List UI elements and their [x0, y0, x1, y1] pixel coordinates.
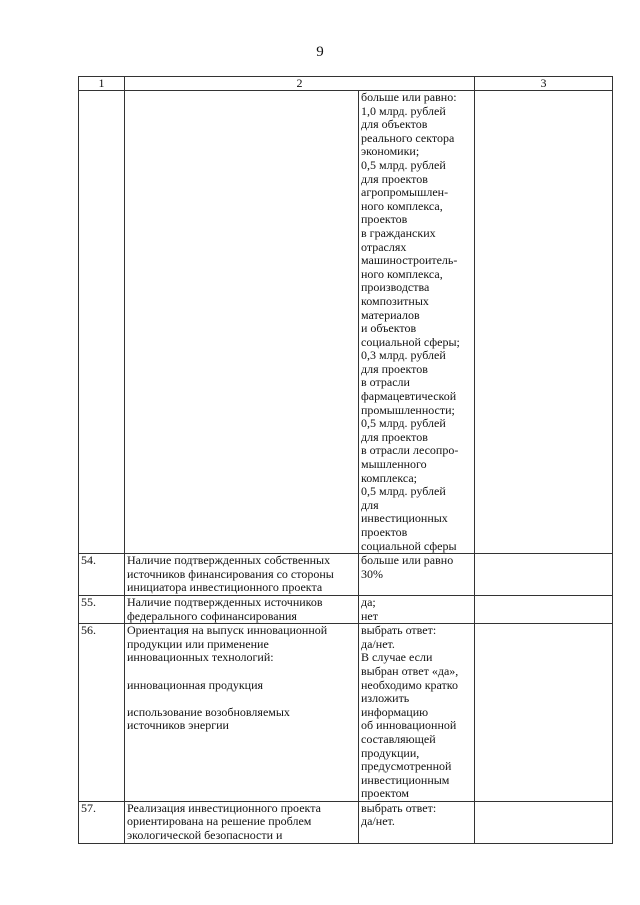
cell-description: [125, 624, 359, 802]
text-line: 0,5 млрд. рублей: [361, 484, 446, 499]
cell-number: 56.: [79, 624, 125, 802]
table-row-55: [79, 595, 613, 623]
text-line: инновационная продукция: [127, 677, 264, 692]
text-line: для проектов: [361, 171, 428, 186]
text-line: В случае если: [361, 650, 433, 665]
text-line: проектом: [361, 786, 410, 801]
text-line: нет: [361, 608, 378, 623]
criteria-table: [78, 76, 613, 844]
text-line: Ориентация на выпуск инновационной: [127, 623, 328, 638]
table-row-57: [79, 801, 613, 843]
text-line: выбран ответ «да»,: [361, 663, 459, 678]
column-header-2: 2: [125, 77, 475, 91]
text-line: для проектов: [361, 361, 428, 376]
text-line: социальной сферы: [361, 538, 457, 553]
text-line: да/нет.: [361, 814, 395, 829]
text-line: продукции или применение: [127, 636, 269, 651]
text-line: ного комплекса,: [361, 198, 443, 213]
column-header-3: 3: [475, 77, 613, 91]
text-line: экономики;: [361, 144, 420, 159]
cell-number: 55.: [79, 595, 125, 623]
text-line: инвестиционным: [361, 772, 450, 787]
text-line: составляющей: [361, 731, 436, 746]
text-line: промышленности;: [361, 402, 455, 417]
table-row-54: [79, 554, 613, 596]
text-line: проектов: [361, 212, 408, 227]
page-number: 9: [316, 44, 324, 60]
cell-value: [359, 624, 475, 802]
text-line: ного комплекса,: [361, 266, 443, 281]
text-line: 0,5 млрд. рублей: [361, 157, 446, 172]
text-line: материалов: [361, 307, 420, 322]
text-line: больше или равно:: [361, 90, 457, 104]
text-line: проектов: [361, 525, 408, 539]
text-line: ориентирована на решение проблем: [127, 814, 312, 829]
cell-number: [79, 91, 125, 554]
column-header-1: 1: [79, 77, 125, 91]
cell-description: [125, 801, 359, 843]
cell-column-3: [475, 595, 613, 623]
text-line: изложить: [361, 691, 410, 706]
text-line: отраслях: [361, 239, 407, 254]
text-line: Наличие подтвержденных собственных: [127, 553, 331, 568]
text-line: продукции,: [361, 745, 420, 760]
table-row-continuation: [79, 91, 613, 554]
text-line: социальной сферы;: [361, 334, 460, 349]
text-line: для проектов: [361, 429, 428, 444]
cell-value: [359, 554, 475, 596]
text-line: комплекса;: [361, 470, 417, 485]
text-line: предусмотренной: [361, 759, 452, 774]
cell-column-3: [475, 91, 613, 554]
text-line: Реализация инвестиционного проекта: [127, 800, 321, 815]
text-line: 1,0 млрд. рублей: [361, 103, 446, 118]
text-line: 0,5 млрд. рублей: [361, 416, 446, 431]
text-line: 30%: [361, 566, 383, 581]
text-line: выбрать ответ:: [361, 623, 437, 638]
text-line: агропромышлен-: [361, 185, 449, 200]
text-line: для объектов: [361, 117, 428, 132]
text-line: использование возобновляемых: [127, 704, 290, 719]
text-line: фармацевтической: [361, 389, 457, 404]
text-line: федерального софинансирования: [127, 608, 297, 623]
header-row: [79, 77, 613, 91]
text-line: [127, 665, 356, 679]
cell-number: 54.: [79, 554, 125, 596]
text-line: и объектов: [361, 321, 417, 336]
cell-column-3: [475, 554, 613, 596]
cell-description: [125, 554, 359, 596]
text-line: для: [361, 497, 379, 512]
text-line: информацию: [361, 704, 429, 719]
text-line: да;: [361, 594, 376, 609]
text-line: больше или равно: [361, 553, 454, 568]
cell-value: [359, 595, 475, 623]
text-line: инвестиционных: [361, 511, 448, 526]
cell-description: [125, 595, 359, 623]
table-row-56: [79, 624, 613, 802]
text-line: источников энергии: [127, 718, 229, 733]
text-line: производства: [361, 280, 430, 295]
text-line: мышленного: [361, 457, 427, 472]
text-line: в гражданских: [361, 225, 436, 240]
text-line: машиностроитель-: [361, 253, 458, 268]
text-line: в отрасли: [361, 375, 410, 390]
cell-description: [125, 91, 359, 554]
cell-column-3: [475, 801, 613, 843]
cell-value: [359, 801, 475, 843]
text-line: инновационных технологий:: [127, 650, 274, 665]
cell-value: [359, 91, 475, 554]
text-line: источников финансирования со стороны: [127, 566, 334, 581]
text-line: необходимо кратко: [361, 677, 459, 692]
text-line: инициатора инвестиционного проекта: [127, 580, 323, 595]
text-line: Наличие подтвержденных источников: [127, 594, 323, 609]
cell-number: 57.: [79, 801, 125, 843]
text-line: об инновационной: [361, 718, 457, 733]
text-line: экологической безопасности и: [127, 828, 283, 843]
text-line: да/нет.: [361, 636, 395, 651]
text-line: в отрасли лесопро-: [361, 443, 459, 458]
text-line: композитных: [361, 293, 429, 308]
text-line: [127, 692, 356, 706]
text-line: 0,3 млрд. рублей: [361, 348, 446, 363]
text-line: выбрать ответ:: [361, 800, 437, 815]
cell-column-3: [475, 624, 613, 802]
text-line: реального сектора: [361, 130, 455, 145]
